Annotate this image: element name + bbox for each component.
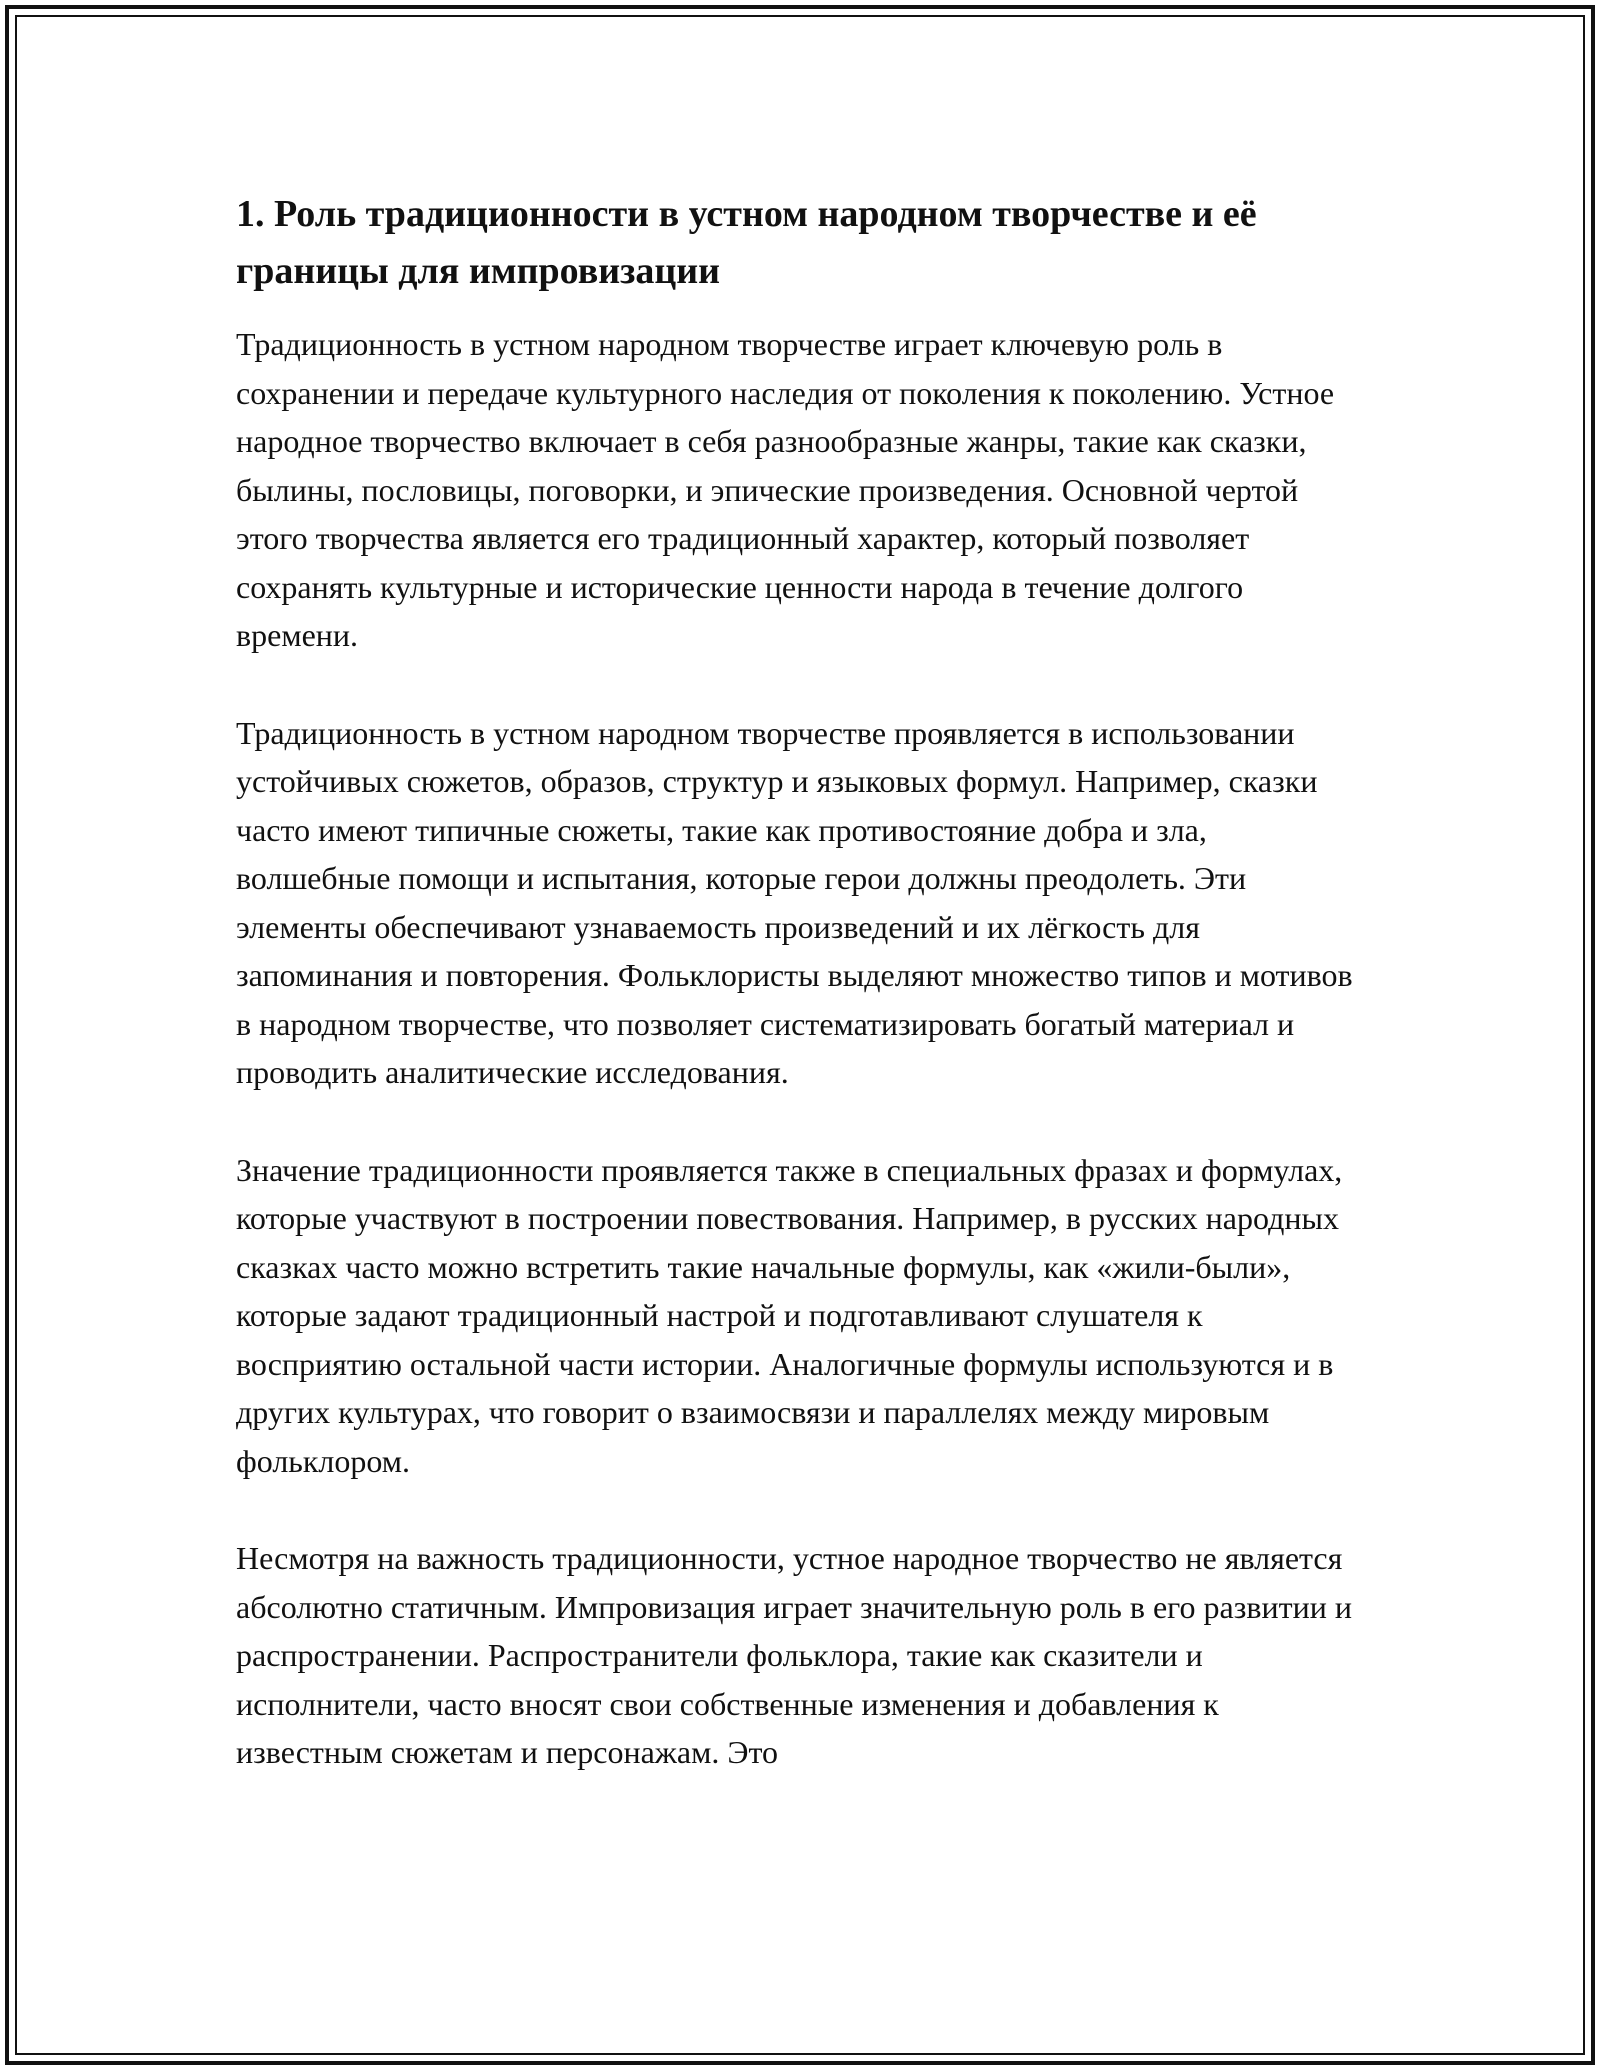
document-body <box>236 186 1366 1826</box>
section-heading: 1. Роль традиционности в устном народном творчестве и её границы для импровизации <box>236 193 1257 292</box>
paragraph-1: Традиционность в устном народном творчестве играет ключевую роль в сохранении и передаче культурного наследия от поколения к поколению. Устное народное творчество включает в себя разнообразные жанры, такие как сказки, былины, пословицы, поговорки, и эпические произведения. Основной чертой этого творчества является его традиционный характер, который позволяет сохранять культурные и исторические ценности народа в течение долгого времени. <box>236 326 1335 653</box>
paragraph-3: Значение традиционности проявляется также в специальных фразах и формулах, которые участвуют в построении повествования. Например, в русских народных сказках часто можно встретить такие начальные формулы, как «жили-были», которые задают традиционный настрой и подготавливают слушателя к восприятию остальной части истории. Аналогичные формулы используются и в других культурах, что говорит о взаимосвязи и параллелях между мировым фольклором. <box>236 1151 1343 1479</box>
paragraph-2: Традиционность в устном народном творчестве проявляется в использовании устойчивых сюжетов, образов, структур и языковых формул. Например, сказки часто имеют типичные сюжеты, такие как противостояние добра и зла, волшебные помощи и испытания, которые герои должны преодолеть. Эти элементы обеспечивают узнаваемость произведений и их лёгкость для запоминания и повторения. Фольклористы выделяют множество типов и мотивов в народном творчестве, что позволяет систематизировать богатый материал и проводить аналитические исследования. <box>236 714 1353 1090</box>
paragraph-4: Несмотря на важность традиционности, устное народное творчество не является абсолютно статичным. Импровизация играет значительную роль в его развитии и распространении. Распространители фольклора, такие как сказители и исполнители, часто вносят свои собственные изменения и добавления к известным сюжетам и персонажам. Это <box>236 1540 1352 1770</box>
